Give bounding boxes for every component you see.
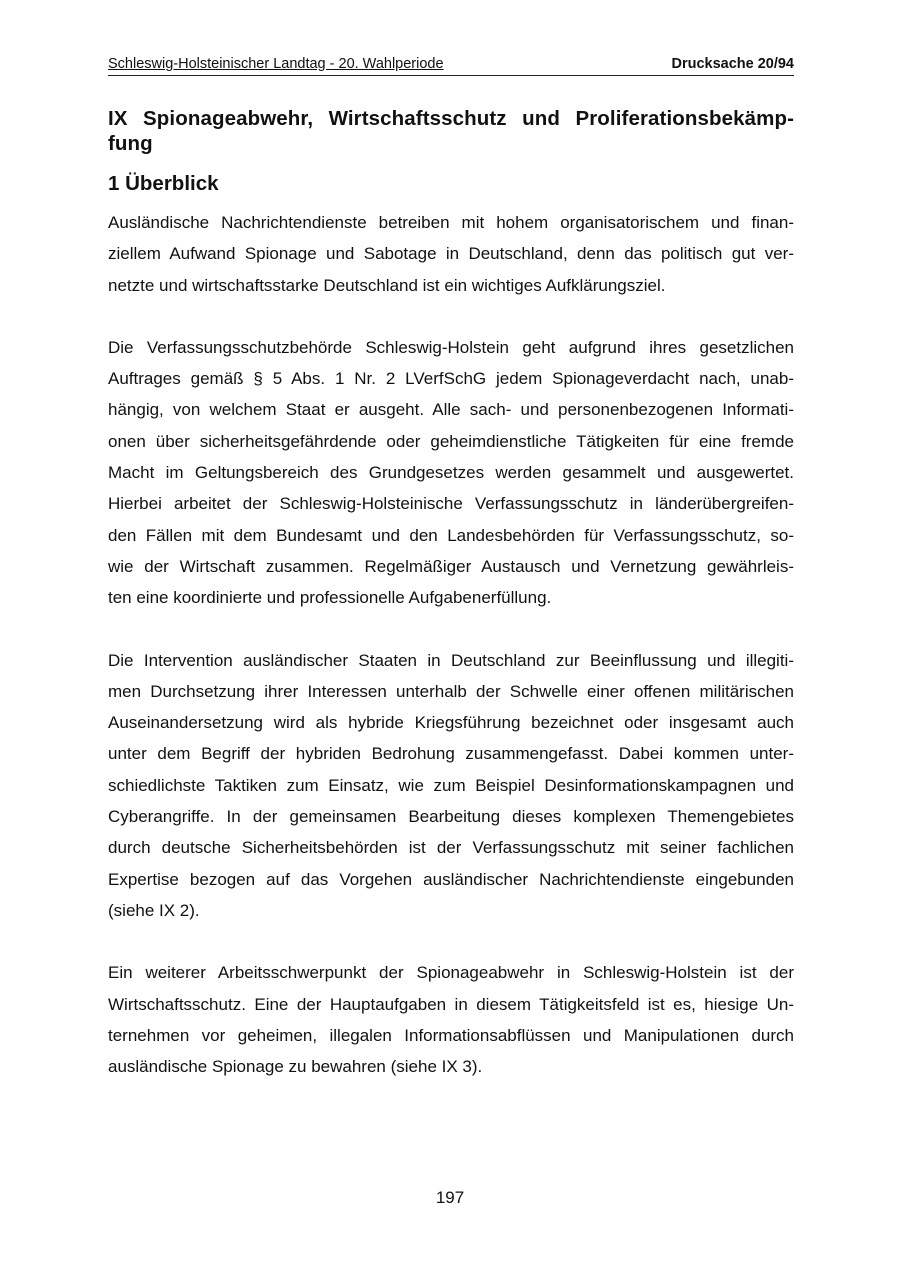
section-heading: [108, 106, 794, 156]
running-header: [108, 55, 794, 76]
text-line: durch deutsche Sicherheitsbehörden ist der Verfassungsschutz mit seiner fachlichen: [108, 838, 794, 858]
subsection-heading: 1 Überblick: [108, 172, 219, 195]
paragraph-2: [108, 332, 794, 614]
paragraph-1: [108, 207, 794, 301]
text-line: Die Intervention ausländischer Staaten in Deutschland zur Beeinflussung und illegiti-: [108, 650, 794, 670]
text-line: unter dem Begriff der hybriden Bedrohung zusammengefasst. Dabei kommen unter-: [108, 744, 794, 764]
text-line: den Fällen mit dem Bundesamt und den Landesbehörden für Verfassungsschutz, so-: [108, 525, 794, 545]
page-number: 197: [435, 1188, 465, 1207]
text-line: ausländische Spionage zu bewahren (siehe IX 3).: [108, 1057, 483, 1077]
text-line: Hierbei arbeitet der Schleswig-Holsteinische Verfassungsschutz in länderübergreifen-: [108, 494, 794, 514]
text-line: Auseinandersetzung wird als hybride Kriegsführung bezeichnet oder insgesamt auch: [108, 713, 794, 733]
text-line: schiedlichste Taktiken zum Einsatz, wie zum Beispiel Desinformationskampagnen und: [108, 775, 794, 795]
header-title: Schleswig-Holsteinischer Landtag - 20. Wahlperiode: [108, 56, 444, 72]
paragraph-4: [108, 957, 794, 1082]
text-line: ziellem Aufwand Spionage und Sabotage in Deutschland, denn das politisch gut ver-: [108, 244, 794, 264]
text-line: ten eine koordinierte und professionelle Aufgabenerfüllung.: [108, 588, 552, 608]
text-line: Wirtschaftsschutz. Eine der Hauptaufgaben in diesem Tätigkeitsfeld ist es, hiesige Un-: [108, 994, 794, 1014]
text-line: Ausländische Nachrichtendienste betreiben mit hohem organisatorischem und finan-: [108, 213, 794, 232]
text-line: onen über sicherheitsgefährdende oder geheimdienstliche Tätigkeiten für eine fremde: [108, 431, 794, 451]
section-heading-line: fung: [108, 132, 153, 155]
section-heading-line: IX Spionageabwehr, Wirtschaftsschutz und Proliferationsbekämp-: [108, 107, 794, 130]
text-line: netzte und wirtschaftsstarke Deutschland ist ein wichtiges Aufklärungsziel.: [108, 275, 666, 295]
text-line: ternehmen vor geheimen, illegalen Informationsabflüssen und Manipulationen durch: [108, 1025, 794, 1045]
main-content: [108, 106, 794, 1082]
text-line: Cyberangriffe. In der gemeinsamen Bearbeitung dieses komplexen Themengebietes: [108, 807, 794, 827]
text-line: hängig, von welchem Staat er ausgeht. Alle sach- und personenbezogenen Informati-: [108, 400, 794, 420]
text-line: men Durchsetzung ihrer Interessen unterhalb der Schwelle einer offenen militärischen: [108, 681, 794, 701]
text-line: Ein weiterer Arbeitsschwerpunkt der Spionageabwehr in Schleswig-Holstein ist der: [108, 963, 794, 983]
text-line: Auftrages gemäß § 5 Abs. 1 Nr. 2 LVerfSchG jedem Spionageverdacht nach, unab-: [108, 369, 794, 389]
header-document-number: Drucksache 20/94: [671, 56, 794, 72]
text-line: (siehe IX 2).: [108, 900, 200, 920]
text-line: Expertise bezogen auf das Vorgehen ausländischer Nachrichtendienste eingebunden: [108, 869, 794, 889]
paragraph-3: [108, 645, 794, 927]
text-line: wie der Wirtschaft zusammen. Regelmäßiger Austausch und Vernetzung gewährleis-: [108, 556, 794, 576]
text-line: Die Verfassungsschutzbehörde Schleswig-Holstein geht aufgrund ihres gesetzlichen: [108, 337, 794, 357]
text-line: Macht im Geltungsbereich des Grundgesetzes werden gesammelt und ausgewertet.: [108, 463, 794, 483]
